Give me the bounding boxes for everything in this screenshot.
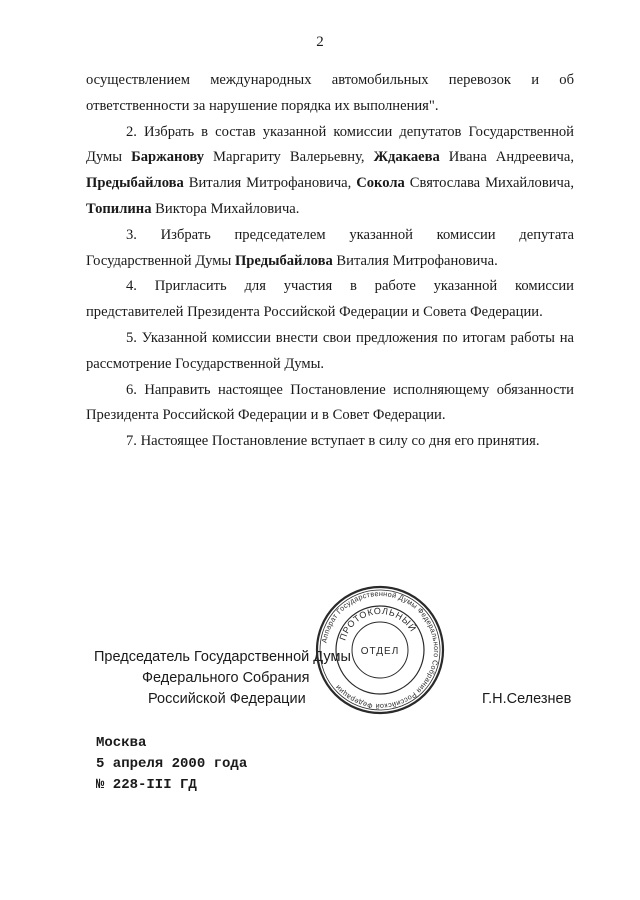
footer-date: 5 апреля 2000 года <box>96 756 248 772</box>
deputy-name-predybailov: Предыбайлова <box>86 175 184 192</box>
seal-outer-text: Аппарат Государственной Думы Федерального Собрания Российской Федерации <box>319 588 442 712</box>
chairman-name: Предыбайлова <box>234 252 333 269</box>
paragraph-1: осуществлением международных автомобильных перевозок и об ответственности за нарушение порядка их выполнения". <box>86 72 574 114</box>
official-seal-stamp <box>314 584 446 716</box>
paragraph-3 <box>86 223 574 275</box>
deputy-name-sokol: Сокола <box>356 175 405 192</box>
deputy-name-topilin: Топилина <box>86 200 152 217</box>
paragraph-3-lead: 3. Избрать председателем указанной комиссии депутата Государственной Думы <box>86 226 574 269</box>
paragraph-2-text-4: Святослава Михайловича, <box>404 175 574 192</box>
paragraph-2-text-5: Виктора Михайловича. <box>151 200 300 217</box>
signatory-name: Г.Н.Селезнев <box>482 691 572 707</box>
paragraph-5: 5. Указанной комиссии внести свои предложения по итогам работы на рассмотрение Государственной Думы. <box>86 329 574 372</box>
paragraph-2 <box>86 120 574 223</box>
deputy-name-barzhanova: Баржанову <box>131 149 205 166</box>
footer-number: № 228-III ГД <box>96 777 197 793</box>
paragraph-2-text-3: Виталия Митрофановича, <box>183 175 357 192</box>
paragraph-2-text-1: Маргариту Валерьевну, <box>204 149 374 166</box>
paragraph-6: 6. Направить настоящее Постановление исполняющему обязанности Президента Российской Федерации и в Совет Федерации. <box>86 381 574 424</box>
signatory-title-line-1: Председатель Государственной Думы <box>94 649 351 665</box>
paragraph-4: 4. Пригласить для участия в работе указанной комиссии представителей Президента Российской Федерации и Совета Федерации. <box>86 278 574 321</box>
document-footer <box>96 733 247 796</box>
seal-inner-text: ПРОТОКОЛЬНЫЙ <box>337 605 419 642</box>
document-body <box>86 68 574 455</box>
page-number: 2 <box>316 34 324 50</box>
paragraph-3-tail: Виталия Митрофановича. <box>332 252 498 269</box>
paragraph-2-lead: 2. Избрать в состав указанной комиссии депутатов Государственной Думы <box>86 123 574 166</box>
signatory-title-line-3: Российской Федерации <box>148 691 306 707</box>
seal-center-text: ОТДЕЛ <box>360 646 400 657</box>
paragraph-2-text-2: Ивана Андреевича, <box>439 149 574 166</box>
paragraph-7: 7. Настоящее Постановление вступает в силу со дня его принятия. <box>126 433 540 450</box>
deputy-name-zhdakaev: Ждакаева <box>373 149 440 166</box>
signatory-title-line-2: Федерального Собрания <box>142 670 310 686</box>
footer-city: Москва <box>96 735 147 751</box>
